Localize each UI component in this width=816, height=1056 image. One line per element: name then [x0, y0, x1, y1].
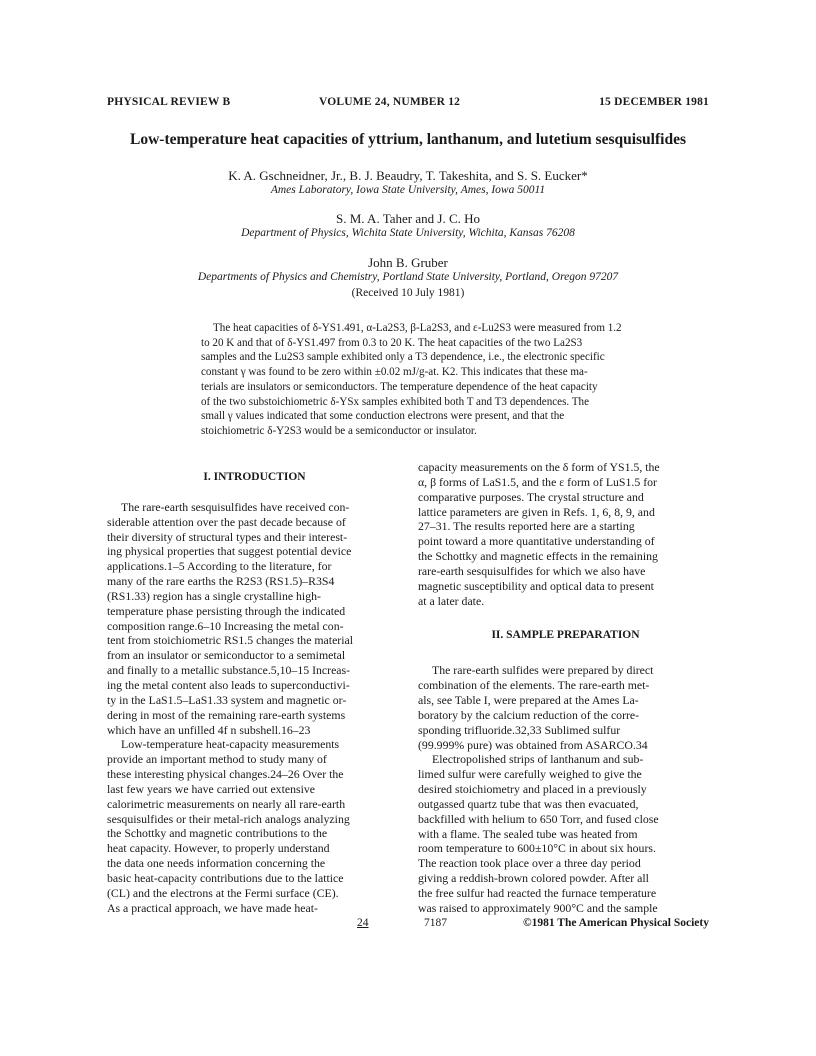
body-line: limed sulfur were carefully weighed to give the [418, 767, 642, 782]
body-line: was raised to approximately 900°C and the sample [418, 900, 658, 915]
abstract-line: small γ values indicated that some conduction electrons were present, and that the [201, 410, 565, 423]
body-line: many of the rare earths the R2S3 (RS1.5)–R3S4 [107, 574, 335, 589]
body-line: composition range.6–10 Increasing the metal con- [107, 618, 344, 633]
section-title-sample-preparation: II. SAMPLE PREPARATION [491, 629, 640, 642]
body-line: sponding trifluoride.32,33 Sublimed sulfur [418, 722, 621, 737]
abstract-line: stoichiometric δ-Y2S3 would be a semiconductor or insulator. [201, 424, 477, 437]
body-line: sesquisulfides or their metal-rich analogs analyzing [107, 811, 350, 826]
body-line: The rare-earth sulfides were prepared by direct [432, 663, 654, 678]
body-line: these interesting physical changes.24–26 Over the [107, 767, 344, 782]
body-line: outgassed quartz tube that was then evacuated, [418, 796, 639, 811]
footer-volume: 24 [357, 917, 369, 929]
body-line: backfilled with helium to 650 Torr, and fused close [418, 811, 659, 826]
volume-number: VOLUME 24, NUMBER 12 [319, 96, 461, 108]
copyright: ©1981 The American Physical Society [523, 917, 709, 929]
body-line: the Schottky and magnetic contributions to the [107, 826, 328, 841]
author-group-3: John B. Gruber [368, 255, 448, 270]
issue-date: 15 DECEMBER 1981 [599, 96, 709, 108]
body-line: at a later date. [418, 593, 485, 608]
body-line: ing physical properties that suggest potential device [107, 544, 352, 559]
body-line: the Schottky and magnetic effects in the remaining [418, 549, 658, 564]
page-number: 7187 [424, 917, 447, 929]
body-line: heat capacity. However, to properly understand [107, 841, 330, 856]
body-line: The reaction took place over a three day period [418, 856, 641, 871]
author-group-1: K. A. Gschneidner, Jr., B. J. Beaudry, T. Takeshita, and S. S. Eucker* [228, 168, 588, 183]
body-line: ty in the LaS1.5–LaS1.33 system and magnetic or- [107, 692, 347, 707]
body-line: from an insulator or semiconductor to a semimetal [107, 648, 346, 663]
body-line: capacity measurements on the δ form of YS1.5, the [418, 460, 660, 474]
body-line: ing the metal content also leads to superconductivi- [107, 677, 350, 692]
body-line: (CL) and the electrons at the Fermi surface (CE). [107, 885, 339, 900]
body-line: the data one needs information concerning the [107, 856, 326, 871]
body-line: The rare-earth sesquisulfides have received con- [121, 499, 350, 514]
body-line: rare-earth sesquisulfides for which we also have [418, 563, 646, 578]
body-line: (RS1.33) region has a single crystalline high- [107, 588, 321, 603]
body-line: calorimetric measurements on nearly all rare-earth [107, 796, 346, 811]
body-line: the free sulfur had reacted the furnace temperature [418, 885, 657, 900]
body-line: lattice parameters are given in Refs. 1, 6, 8, 9, and [418, 504, 655, 519]
body-line: (99.999% pure) was obtained from ASARCO.34 [418, 737, 648, 752]
author-group-2: S. M. A. Taher and J. C. Ho [335, 211, 480, 226]
paper-title: Low-temperature heat capacities of yttrium, lanthanum, and lutetium sesquisulfides [130, 131, 686, 148]
body-line: siderable attention over the past decade because of [107, 514, 346, 529]
body-line: 27–31. The results reported here are a starting [418, 519, 635, 534]
abstract-line: The heat capacities of δ-YS1.491, α-La2S3, β-La2S3, and ε-Lu2S3 were measured from 1.2 [213, 322, 622, 334]
body-line: combination of the elements. The rare-earth met- [418, 678, 650, 693]
body-line: comparative purposes. The crystal structure and [418, 489, 644, 504]
abstract-line: of the two substoichiometric δ-YSx samples exhibited both T and T3 dependences. The [201, 395, 589, 408]
affiliation-3: Departments of Physics and Chemistry, Portland State University, Portland, Oregon 97207 [197, 271, 619, 283]
body-line: with a flame. The sealed tube was heated from [418, 826, 638, 841]
section-title-introduction: I. INTRODUCTION [203, 471, 306, 483]
body-line: room temperature to 600±10°C in about six hours. [418, 841, 656, 856]
body-line: als, see Table I, were prepared at the Ames La- [418, 692, 639, 707]
left-column [107, 470, 402, 915]
body-line: provide an important method to study many of [107, 752, 327, 767]
body-line: last few years we have carried out extensive [107, 781, 315, 796]
affiliation-1: Ames Laboratory, Iowa State University, Ames, Iowa 50011 [270, 184, 546, 196]
abstract [201, 321, 641, 439]
body-line: tent from stoichiometric RS1.5 changes the material [107, 633, 354, 648]
body-line: giving a reddish-brown colored powder. After all [418, 871, 649, 886]
body-line: applications.1–5 According to the literature, for [107, 559, 332, 574]
abstract-line: terials are insulators or semiconductors. The temperature dependence of the heat capacity [201, 380, 598, 393]
abstract-line: to 20 K and that of δ-YS1.497 from 0.3 to 20 K. The heat capacities of the two La2S3 [201, 336, 583, 349]
body-line: and finally to a metallic substance.5,10–15 Increas- [107, 663, 351, 678]
body-line: dering in most of the remaining rare-earth systems [107, 707, 346, 722]
body-line: boratory by the calcium reduction of the corre- [418, 707, 640, 722]
received-date: (Received 10 July 1981) [351, 287, 465, 299]
body-line: basic heat-capacity contributions due to the lattice [107, 870, 344, 885]
body-line: temperature phase persisting through the indicated [107, 603, 346, 618]
right-column [418, 460, 713, 916]
body-line: Electropolished strips of lanthanum and sub- [432, 752, 644, 767]
body-line: their diversity of structural types and their interest- [107, 529, 348, 544]
body-line: magnetic susceptibility and optical data to present [418, 578, 654, 593]
abstract-line: constant γ was found to be zero within ±0.02 mJ/g-at. K2. This indicates that these ma- [201, 366, 588, 379]
body-line: α, β forms of LaS1.5, and the ε form of LuS1.5 for [418, 474, 657, 489]
abstract-line: samples and the Lu2S3 sample exhibited only a T3 dependence, i.e., the electronic specific [201, 351, 605, 364]
journal-name: PHYSICAL REVIEW B [107, 96, 231, 108]
body-line: which have an unfilled 4f n subshell.16–23 [107, 722, 311, 737]
body-line: Low-temperature heat-capacity measurements [121, 737, 340, 752]
body-line: desired stoichiometry and placed in a previously [418, 782, 647, 797]
affiliation-2: Department of Physics, Wichita State University, Wichita, Kansas 76208 [241, 227, 575, 239]
body-line: point toward a more quantitative understanding of [418, 534, 655, 549]
body-line: As a practical approach, we have made heat- [107, 900, 318, 915]
